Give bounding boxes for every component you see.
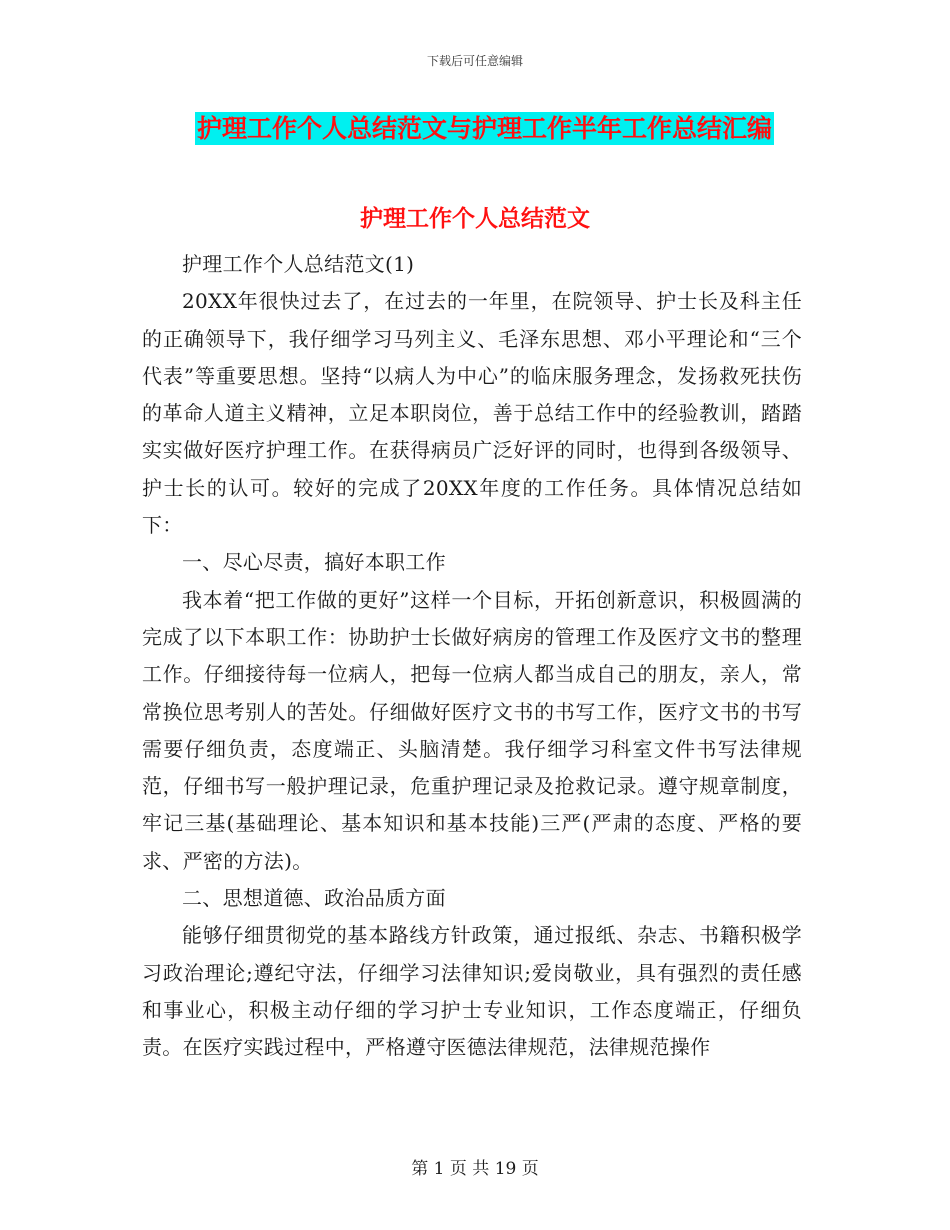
document-body xyxy=(142,246,802,1067)
paragraph-heading-1: 一、尽心尽责，搞好本职工作 xyxy=(182,550,446,575)
paragraph-heading-2: 二、思想道德、政治品质方面 xyxy=(182,886,446,911)
paragraph-duties: 我本着“把工作做的更好”这样一个目标，开拓创新意识，积极圆满的完成了以下本职工作：协助护士长做好病房的管理工作及医疗文书的整理工作。仔细接待每一位病人，把每一位病人都当成自己的朋友，亲人，常常换位思考别人的苦处。仔细做好医疗文书的书写工作，医疗文书的书写需要仔细负责，态度端正、头脑清楚。我仔细学习科室文件书写法律规范，仔细书写一般护理记录，危重护理记录及抢救记录。遵守规章制度，牢记三基(基础理论、基本知识和基本技能)三严(严肃的态度、严格的要求、严密的方法)。 xyxy=(142,587,802,873)
paragraph-intro: 20XX年很快过去了，在过去的一年里，在院领导、护士长及科主任的正确领导下，我仔细学习马列主义、毛泽东思想、邓小平理论和“三个代表”等重要思想。坚持“以病人为中心”的临床服务理念，发扬救死扶伤的革命人道主义精神，立足本职岗位，善于总结工作中的经验教训，踏踏实实做好医疗护理工作。在获得病员广泛好评的同时，也得到各级领导、护士长的认可。较好的完成了20XX年度的工作任务。具体情况总结如下： xyxy=(142,289,802,538)
page-header-note: 下载后可任意编辑 xyxy=(426,54,523,68)
paragraph-subtitle: 护理工作个人总结范文(1) xyxy=(182,252,415,276)
section-title: 护理工作个人总结范文 xyxy=(360,206,590,232)
paragraph-ethics: 能够仔细贯彻党的基本路线方针政策，通过报纸、杂志、书籍积极学习政治理论;遵纪守法，仔细学习法律知识;爱岗敬业，具有强烈的责任感和事业心，积极主动仔细的学习护士专业知识，工作态度端正，仔细负责。在医疗实践过程中，严格遵守医德法律规范，法律规范操作 xyxy=(142,923,802,1060)
page-number: 第 1 页 共 19 页 xyxy=(411,1159,539,1179)
document-title: 护理工作个人总结范文与护理工作半年工作总结汇编 xyxy=(197,114,773,143)
